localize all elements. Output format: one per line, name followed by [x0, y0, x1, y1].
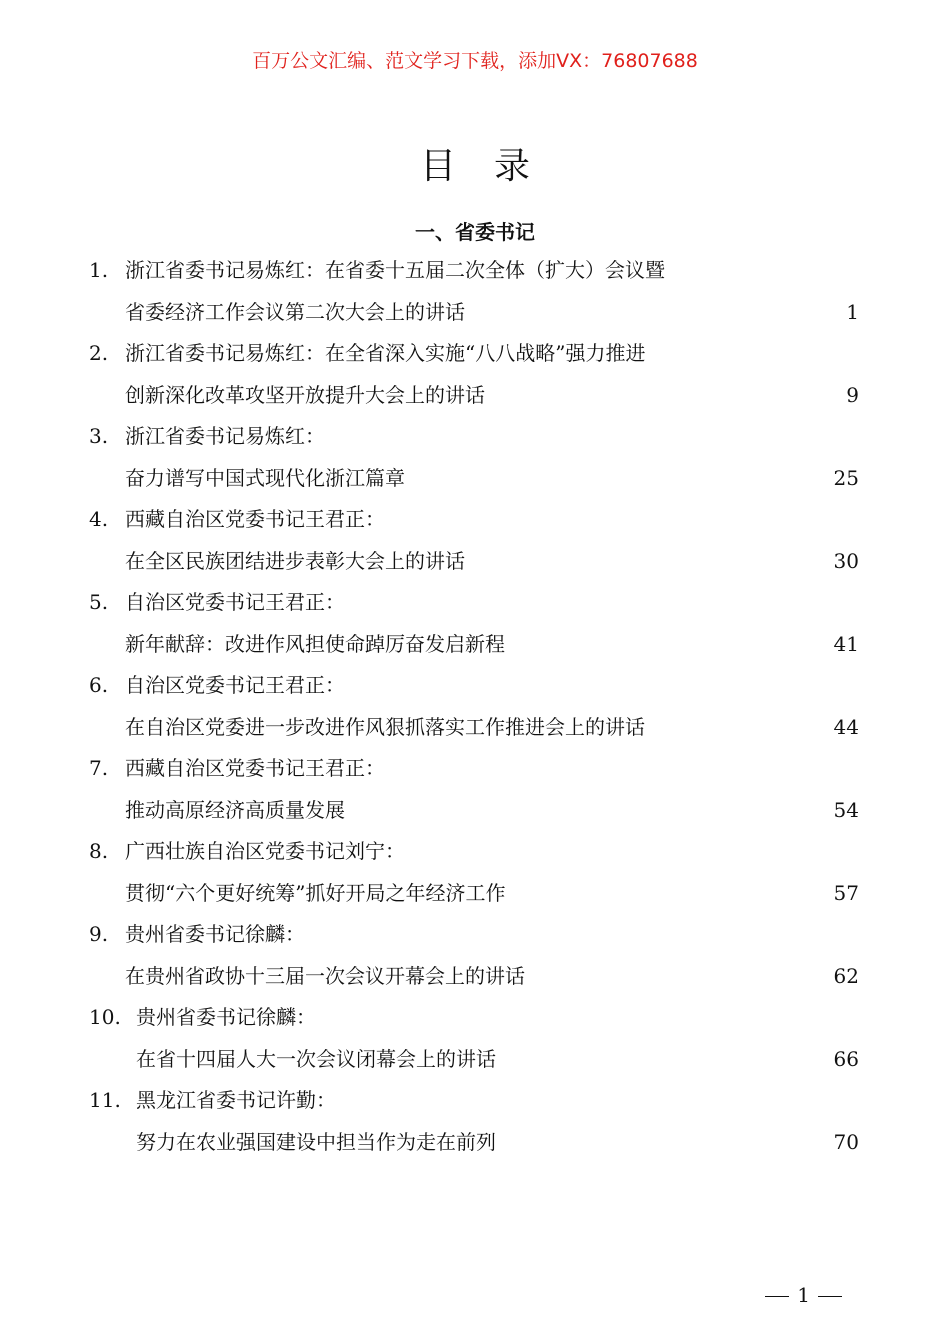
toc-entry[interactable] — [0, 1080, 950, 1163]
entry-number: 4. — [89, 507, 109, 531]
entry-page-number: 30 — [833, 549, 859, 573]
footer-page-number: 1 — [797, 1283, 810, 1307]
toc-entry[interactable] — [0, 582, 950, 665]
entry-number: 5. — [89, 590, 109, 614]
entry-title-line1: 自治区党委书记王君正： — [125, 590, 345, 614]
entry-number: 2. — [89, 341, 109, 365]
entry-title-line2: 在贵州省政协十三届一次会议开幕会上的讲话 — [125, 964, 525, 988]
entry-title-line1: 黑龙江省委书记许勤： — [136, 1088, 336, 1112]
toc-entry[interactable] — [0, 333, 950, 416]
toc-entry[interactable] — [0, 250, 950, 333]
table-of-contents — [0, 250, 950, 1163]
toc-entry[interactable] — [0, 416, 950, 499]
toc-entry[interactable] — [0, 831, 950, 914]
entry-page-number: 57 — [833, 881, 859, 905]
entry-number: 6. — [89, 673, 109, 697]
entry-page-number: 1 — [846, 300, 859, 324]
entry-number: 1. — [89, 258, 109, 282]
toc-entry[interactable] — [0, 914, 950, 997]
entry-number: 11. — [89, 1088, 121, 1112]
entry-title-line1: 广西壮族自治区党委书记刘宁： — [125, 839, 405, 863]
page-title: 目录 — [419, 146, 568, 187]
entry-title-line2: 在自治区党委进一步改进作风狠抓落实工作推进会上的讲话 — [125, 715, 645, 739]
entry-title-line2: 在省十四届人大一次会议闭幕会上的讲话 — [136, 1047, 496, 1071]
watermark-banner: 百万公文汇编、范文学习下载，添加VX：76807688 — [252, 50, 698, 72]
entry-page-number: 62 — [833, 964, 859, 988]
entry-title-line1: 自治区党委书记王君正： — [125, 673, 345, 697]
entry-number: 10. — [89, 1005, 121, 1029]
entry-title-line1: 贵州省委书记徐麟： — [136, 1005, 316, 1029]
entry-page-number: 41 — [833, 632, 859, 656]
toc-entry[interactable] — [0, 665, 950, 748]
entry-title-line2: 新年献辞：改进作风担使命踔厉奋发启新程 — [125, 632, 505, 656]
entry-number: 9. — [89, 922, 109, 946]
entry-page-number: 9 — [846, 383, 859, 407]
entry-title-line1: 浙江省委书记易炼红：在全省深入实施“八八战略”强力推进 — [125, 341, 646, 365]
entry-title-line2: 省委经济工作会议第二次大会上的讲话 — [125, 300, 465, 324]
entry-title-line1: 浙江省委书记易炼红： — [125, 424, 325, 448]
entry-page-number: 25 — [833, 466, 859, 490]
entry-title-line1: 贵州省委书记徐麟： — [125, 922, 305, 946]
entry-title-line2: 贯彻“六个更好统筹”抓好开局之年经济工作 — [125, 881, 506, 905]
entry-title-line2: 在全区民族团结进步表彰大会上的讲话 — [125, 549, 465, 573]
toc-entry[interactable] — [0, 499, 950, 582]
entry-title-line2: 创新深化改革攻坚开放提升大会上的讲话 — [125, 383, 485, 407]
entry-title-line2: 奋力谱写中国式现代化浙江篇章 — [125, 466, 405, 490]
entry-page-number: 54 — [833, 798, 859, 822]
footer-dash-left — [765, 1296, 789, 1297]
entry-title-line1: 浙江省委书记易炼红：在省委十五届二次全体（扩大）会议暨 — [125, 258, 665, 282]
entry-page-number: 44 — [833, 715, 859, 739]
entry-title-line2: 努力在农业强国建设中担当作为走在前列 — [136, 1130, 496, 1154]
entry-number: 8. — [89, 839, 109, 863]
toc-entry[interactable] — [0, 748, 950, 831]
toc-entry[interactable] — [0, 997, 950, 1080]
footer-dash-right — [818, 1296, 842, 1297]
entry-title-line1: 西藏自治区党委书记王君正： — [125, 507, 385, 531]
entry-page-number: 66 — [833, 1047, 859, 1071]
entry-title-line1: 西藏自治区党委书记王君正： — [125, 756, 385, 780]
entry-number: 3. — [89, 424, 109, 448]
entry-title-line2: 推动高原经济高质量发展 — [125, 798, 345, 822]
entry-number: 7. — [89, 756, 109, 780]
entry-page-number: 70 — [833, 1130, 859, 1154]
section-heading: 一、省委书记 — [415, 220, 535, 244]
page-footer — [757, 1283, 850, 1307]
